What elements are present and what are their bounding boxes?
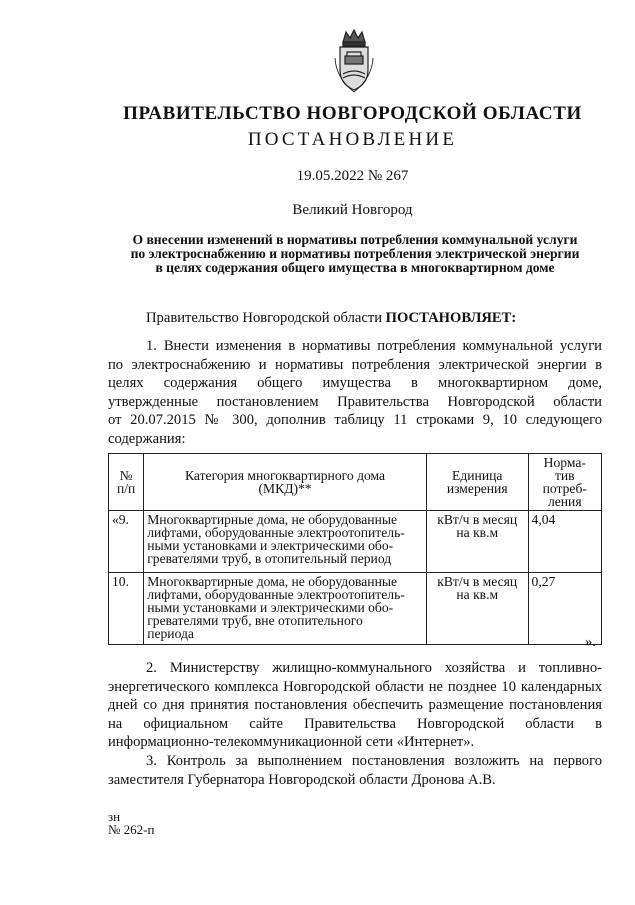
row-category — [144, 573, 427, 645]
header-text: измерения — [446, 481, 508, 496]
header-text: № — [119, 468, 133, 483]
paragraph-line: от 20.07.2015 № 300, дополнив таблицу 11 строками 9, 10 следующего — [108, 412, 602, 428]
header-unit — [426, 454, 528, 511]
header-text: п/п — [116, 481, 136, 496]
header-category — [144, 454, 427, 511]
document-type: ПОСТАНОВЛЕНИЕ — [247, 129, 458, 150]
header-text: Единица — [452, 468, 503, 483]
paragraph-line: утвержденные постановлением Правительства Новгородской области — [108, 393, 602, 410]
cell-text: ными установками и электрическими обо- — [147, 538, 394, 553]
header-text: (МКД)** — [258, 481, 312, 496]
cell-text: кВт/ч в месяц — [437, 574, 518, 589]
paragraph-line: заместителя Губернатора Новгородской области Дронова А.В. — [108, 771, 496, 788]
table-row — [109, 573, 602, 645]
document-date-number: 19.05.2022 № 267 — [296, 168, 409, 184]
subject-line: в целях содержания общего имущества в многоквартирном доме — [155, 261, 555, 275]
cell-text: гревателями труб, в отопительный период — [147, 551, 392, 566]
row-number: «9. — [109, 511, 144, 573]
header-text: Норма- — [543, 455, 586, 470]
paragraph-line: целях содержания общего имущества в многоквартирном доме, — [108, 375, 602, 391]
footer-notes — [108, 810, 154, 836]
document-subject — [108, 233, 602, 275]
row-value: 0,27 — [528, 573, 601, 645]
footer-initials: зн — [108, 809, 121, 824]
cell-text: Многоквартирные дома, не оборудованные — [147, 574, 398, 589]
paragraph-line: дней со дня принятия постановления обеспечить размещение постановления — [108, 697, 602, 713]
paragraph-line: 3. Контроль за выполнением постановления возложить на первого — [146, 753, 602, 769]
header-text: ления — [547, 494, 582, 509]
cell-text: лифтами, оборудованные электроотопитель- — [147, 587, 405, 602]
row-category — [144, 511, 427, 573]
paragraph-line: энергетического комплекса Новгородской области не позднее 10 календарных — [108, 678, 602, 695]
paragraph-line: на официальном сайте Правительства Новгородской области в — [108, 715, 602, 732]
resolution-statement — [108, 309, 602, 328]
subject-line: О внесении изменений в нормативы потребления коммунальной услуги — [132, 233, 578, 247]
cell-text: на кв.м — [456, 587, 499, 602]
paragraph-line: 1. Внести изменения в нормативы потребления коммунальной услуги — [146, 338, 602, 354]
cell-text: периода — [147, 626, 194, 641]
cell-text: лифтами, оборудованные электроотопитель- — [147, 525, 405, 540]
cell-text: ными установками и электрическими обо- — [147, 600, 394, 615]
cell-text: на кв.м — [456, 525, 499, 540]
header-text: Категория многоквартирного дома — [185, 468, 386, 483]
table-row — [109, 511, 602, 573]
paragraph-2 — [108, 659, 602, 752]
paragraph-line: по электроснабжению и нормативы потребления электрической энергии в — [108, 356, 602, 373]
header-text: тив — [554, 468, 575, 483]
header-number — [109, 454, 144, 511]
header-text: потреб- — [542, 481, 587, 496]
header-norm — [528, 454, 601, 511]
document-city: Великий Новгород — [292, 202, 413, 218]
cell-text: кВт/ч в месяц — [437, 512, 518, 527]
resolution-verb: ПОСТАНОВЛЯЕТ: — [385, 310, 517, 326]
paragraph-line: информационно-телекоммуникационной сети «Интернет». — [108, 734, 475, 750]
cell-text: Многоквартирные дома, не оборудованные — [147, 512, 398, 527]
footer-number: № 262-п — [108, 822, 155, 837]
closing-quote: ». — [585, 634, 596, 650]
paragraph-line: 2. Министерству жилищно-коммунального хозяйства и топливно- — [146, 660, 602, 676]
resolution-prefix: Правительство Новгородской области — [146, 310, 386, 326]
cell-text: гревателями труб, вне отопительного — [147, 613, 363, 628]
paragraph-line: содержания: — [108, 430, 186, 447]
norms-table — [108, 453, 602, 645]
paragraph-3 — [108, 752, 602, 789]
row-value: 4,04 — [528, 511, 601, 573]
row-unit — [426, 573, 528, 645]
row-number: 10. — [109, 573, 144, 645]
government-title: ПРАВИТЕЛЬСТВО НОВГОРОДСКОЙ ОБЛАСТИ — [123, 103, 582, 124]
coat-of-arms-emblem — [333, 28, 375, 94]
row-unit — [426, 511, 528, 573]
subject-line: по электроснабжению и нормативы потребления электрической энергии — [130, 247, 580, 261]
table-header-row — [109, 454, 602, 511]
paragraph-1 — [108, 337, 602, 448]
